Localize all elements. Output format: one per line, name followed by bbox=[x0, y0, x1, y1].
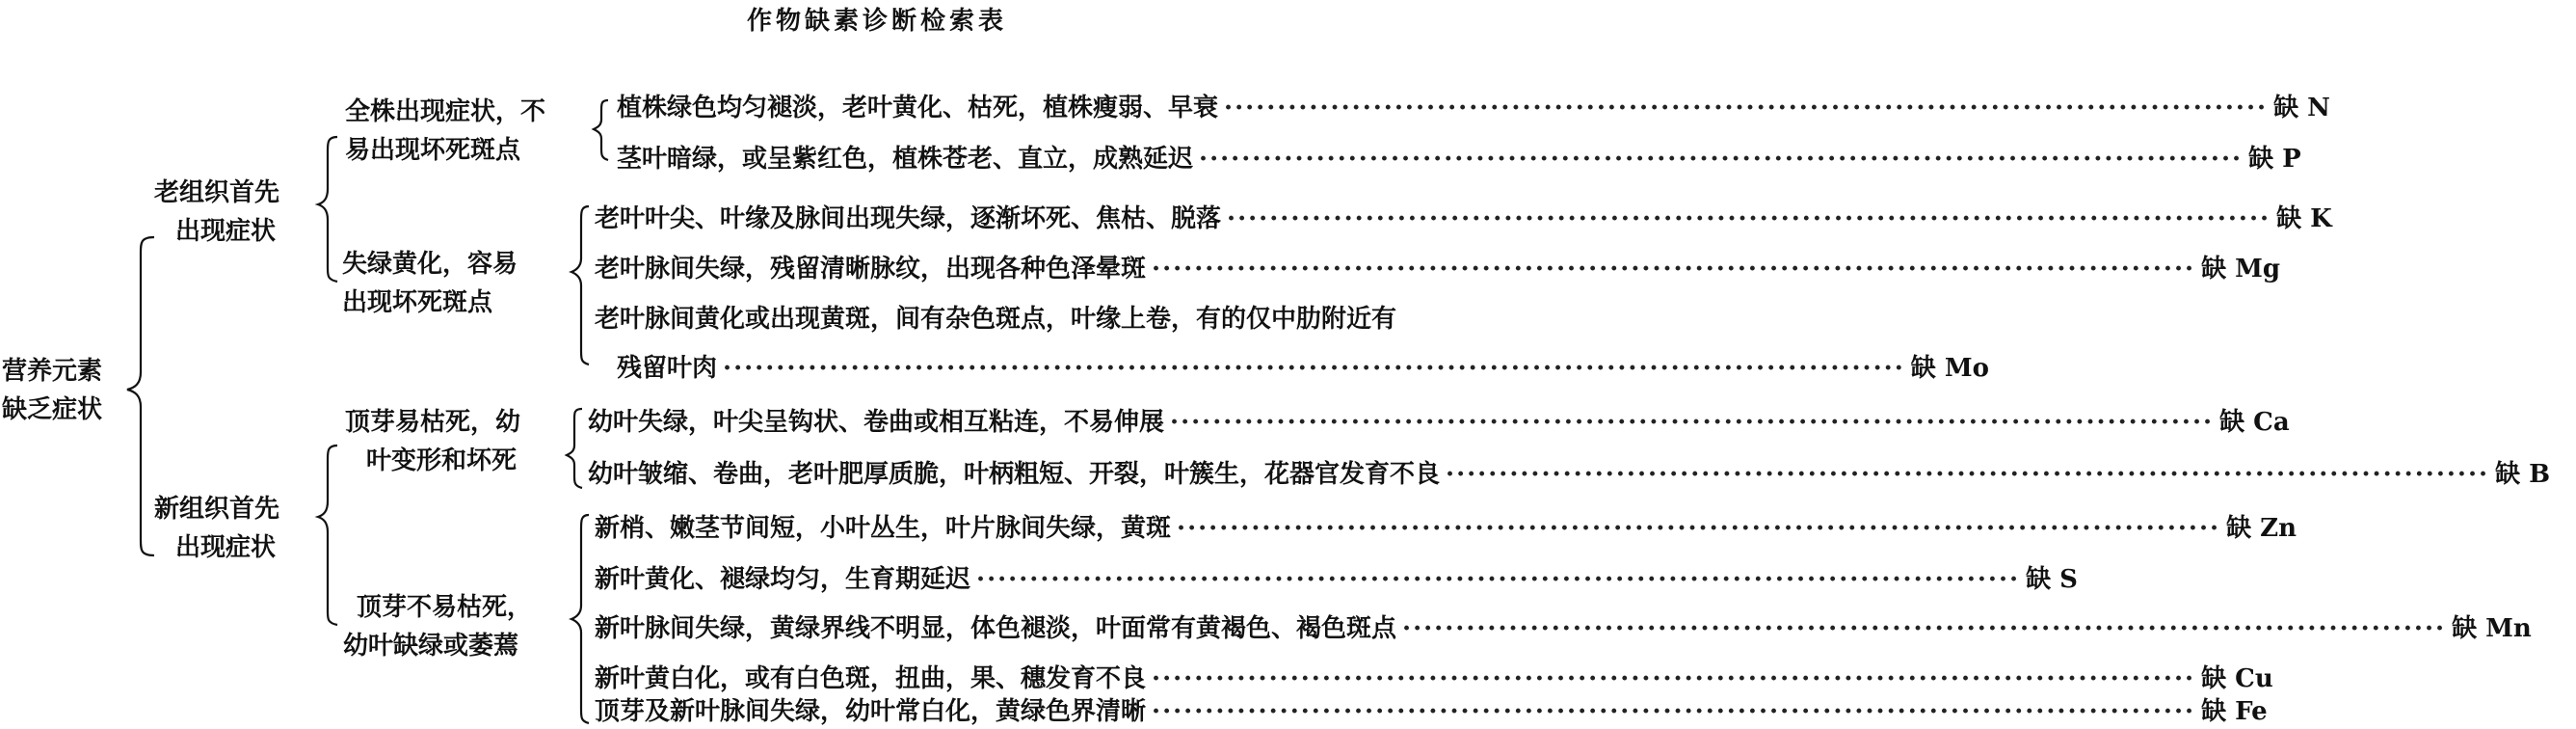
deficiency-result: 缺 Mn bbox=[2452, 614, 2532, 643]
symptom-row-b bbox=[588, 459, 2551, 490]
root-label: 营养元素 缺乏症状 bbox=[2, 357, 103, 424]
deficiency-result: 缺 Fe bbox=[2201, 697, 2268, 726]
symptom-row-p bbox=[617, 144, 2301, 175]
page-title: 作物缺素诊断检索表 bbox=[746, 7, 1007, 36]
deficiency-result: 缺 P bbox=[2248, 145, 2301, 174]
symptom-text: 植株绿色均匀褪淡，老叶黄化、枯死，植株瘦弱、早衰 bbox=[617, 94, 1219, 122]
symptom-text: 新叶黄白化，或有白色斑，扭曲，果、穗发育不良 bbox=[595, 664, 1147, 693]
old-tissue-label: 老组织首先 出现症状 bbox=[154, 178, 280, 246]
symptom-row-fe bbox=[595, 696, 2268, 727]
group-bracket-2 bbox=[571, 206, 589, 364]
symptom-text: 幼叶失绿，叶尖呈钩状、卷曲或相互粘连，不易伸展 bbox=[588, 408, 1165, 437]
group-label-whole-plant: 全株出现症状，不 易出现坏死斑点 bbox=[345, 97, 546, 165]
leader-dots: ·································································································· bbox=[1446, 460, 2490, 489]
group-label-chlorosis-necrosis: 失绿黄化，容易 出现坏死斑点 bbox=[342, 250, 518, 317]
leader-dots: ·································································································· bbox=[1152, 697, 2196, 726]
symptom-row-zn bbox=[595, 513, 2297, 544]
group-label-bud-survives: 顶芽不易枯死， 幼叶缺绿或萎蔫 bbox=[343, 593, 533, 661]
group-bracket-4 bbox=[571, 515, 589, 723]
deficiency-result: 缺 Cu bbox=[2201, 664, 2273, 693]
deficiency-result: 缺 Ca bbox=[2219, 408, 2290, 437]
deficiency-result: 缺 Zn bbox=[2226, 514, 2297, 543]
deficiency-result: 缺 S bbox=[2026, 565, 2078, 594]
symptom-row-ca bbox=[588, 407, 2290, 438]
symptom-text: 新叶脉间失绿，黄绿界线不明显，体色褪淡，叶面常有黄褐色、褐色斑点 bbox=[595, 614, 1397, 643]
symptom-row-cu bbox=[595, 663, 2273, 694]
group-bracket-1 bbox=[594, 100, 608, 160]
symptom-row-mo-line2 bbox=[617, 353, 1989, 384]
leader-dots: ·································································································· bbox=[1227, 204, 2271, 233]
symptom-row-k bbox=[595, 203, 2332, 234]
symptom-text: 茎叶暗绿，或呈紫红色，植株苍老、直立，成熟延迟 bbox=[617, 145, 1194, 174]
deficiency-result: 缺 B bbox=[2495, 460, 2551, 489]
symptom-text: 老叶脉间失绿，残留清晰脉纹，出现各种色泽晕斑 bbox=[595, 255, 1147, 284]
new-tissue-label: 新组织首先 出现症状 bbox=[154, 495, 280, 562]
symptom-row-n bbox=[617, 93, 2330, 123]
leader-dots: ·································································································· bbox=[1402, 614, 2447, 643]
symptom-text: 新梢、嫩茎节间短，小叶丛生，叶片脉间失绿，黄斑 bbox=[595, 514, 1172, 543]
symptom-text: 老叶脉间黄化或出现黄斑，间有杂色斑点，叶缘上卷，有的仅中肋附近有 bbox=[595, 305, 1397, 334]
symptom-row-s bbox=[595, 564, 2078, 595]
leader-dots: ··············································································································· bbox=[723, 354, 1905, 383]
group-bracket-3 bbox=[567, 409, 582, 488]
root-bracket bbox=[127, 237, 154, 555]
leader-dots: ·································································································· bbox=[1170, 408, 2215, 437]
new-bracket bbox=[318, 446, 337, 625]
deficiency-result: 缺 K bbox=[2276, 204, 2332, 233]
leader-dots: ·································································································· bbox=[1177, 514, 2221, 543]
symptom-text: 幼叶皱缩、卷曲，老叶肥厚质脆，叶柄粗短、开裂，叶簇生，花器官发育不良 bbox=[588, 460, 1441, 489]
symptom-row-mo-line1 bbox=[595, 304, 1396, 335]
deficiency-result: 缺 Mo bbox=[1910, 354, 1989, 383]
symptom-row-mn bbox=[595, 613, 2532, 644]
symptom-text: 新叶黄化、褪绿均匀，生育期延迟 bbox=[595, 565, 971, 594]
leader-dots: ·································································································· bbox=[976, 565, 2021, 594]
leader-dots: ·································································································· bbox=[1152, 664, 2196, 693]
leader-dots: ·································································································· bbox=[1224, 94, 2269, 122]
symptom-row-mg bbox=[595, 254, 2281, 284]
leader-dots: ·································································································· bbox=[1152, 255, 2196, 284]
symptom-text: 老叶叶尖、叶缘及脉间出现失绿，逐渐坏死、焦枯、脱落 bbox=[595, 204, 1222, 233]
group-label-bud-dies: 顶芽易枯死，幼 叶变形和坏死 bbox=[345, 408, 521, 475]
deficiency-result: 缺 N bbox=[2273, 94, 2330, 122]
symptom-text-cont: 残留叶肉 bbox=[617, 354, 718, 383]
old-bracket bbox=[318, 137, 337, 282]
leader-dots: ·································································································· bbox=[1199, 145, 2244, 174]
symptom-text: 顶芽及新叶脉间失绿，幼叶常白化，黄绿色界清晰 bbox=[595, 697, 1147, 726]
deficiency-result: 缺 Mg bbox=[2201, 255, 2281, 284]
